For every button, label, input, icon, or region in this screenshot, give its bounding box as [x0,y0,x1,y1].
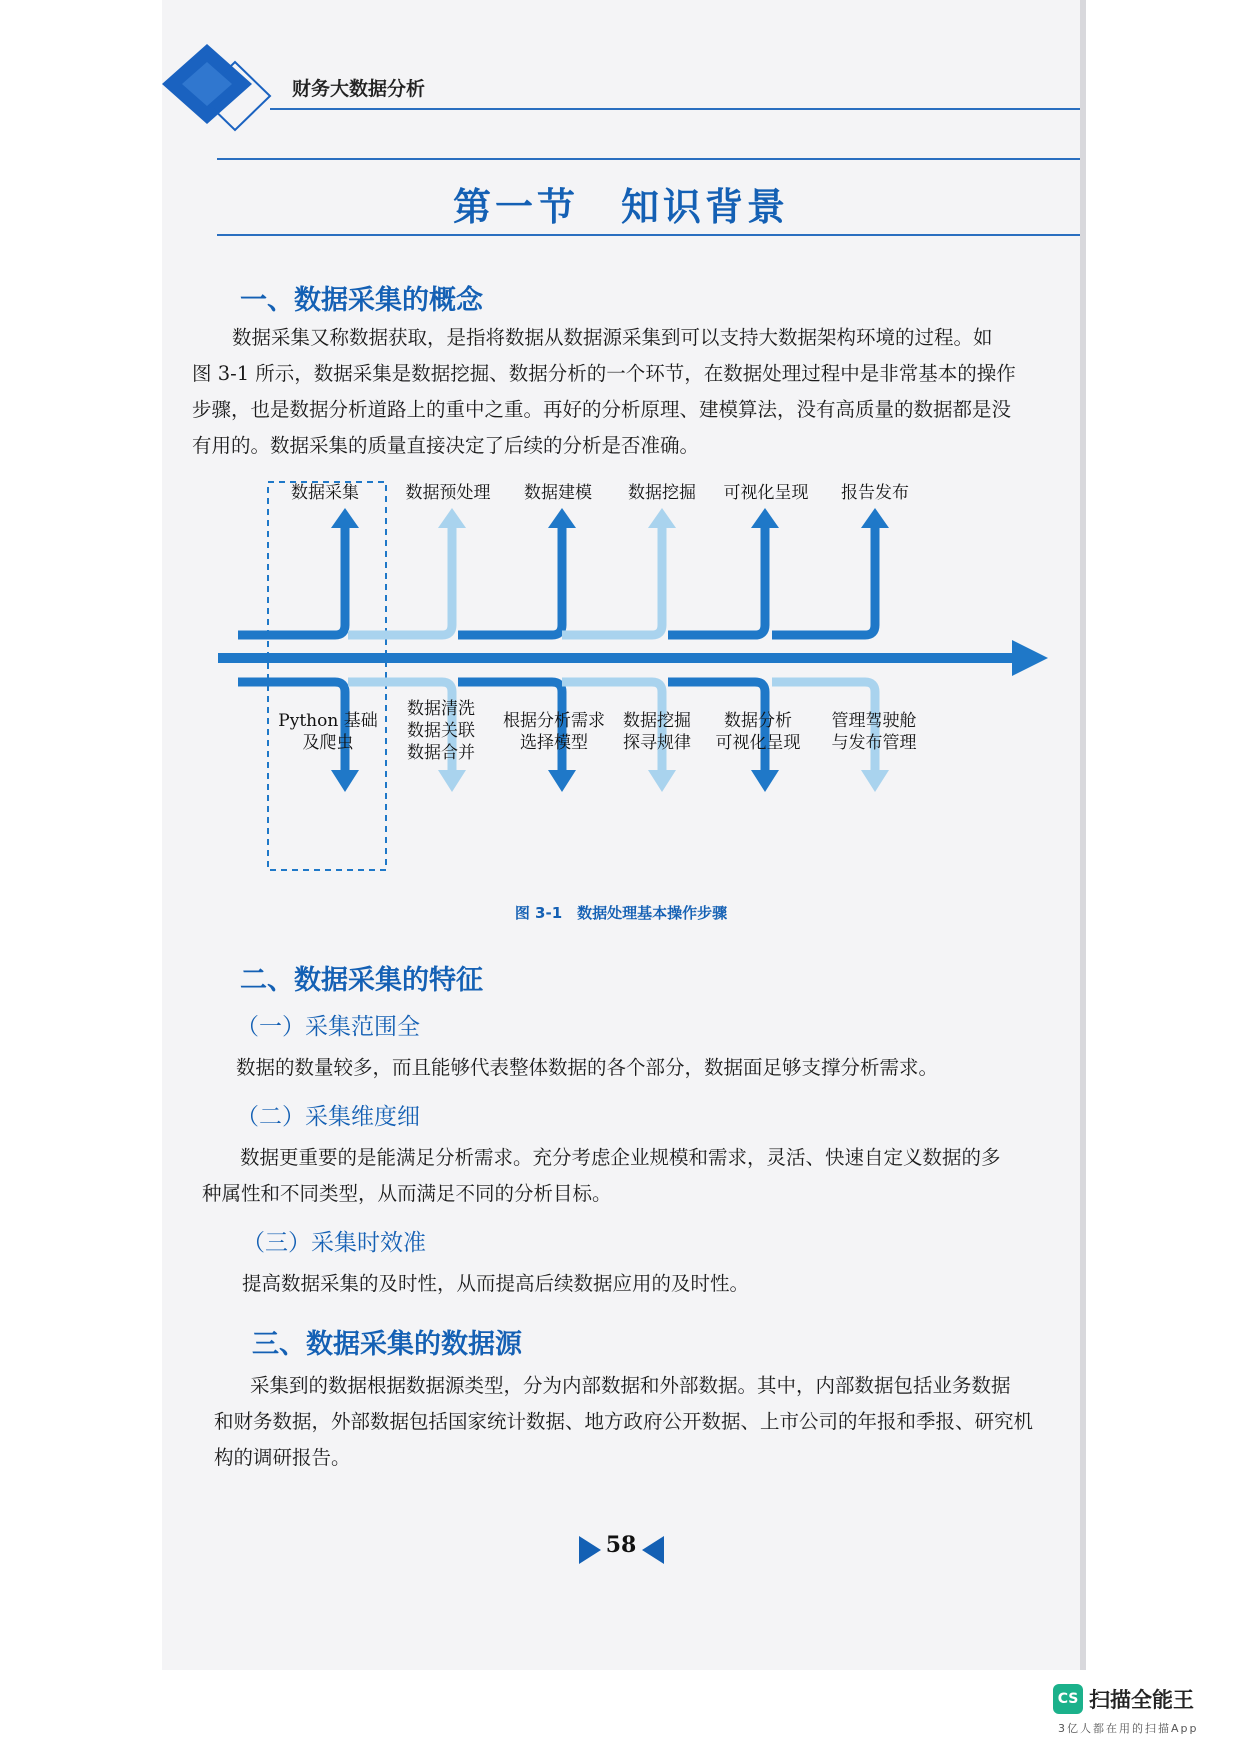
top-branch-2 [348,525,452,635]
sec3-line-2: 和财务数据，外部数据包括国家统计数据、地方政府公开数据、上市公司的年报和季报、研究机 [214,1410,1034,1433]
header-diamond-logo [162,44,272,144]
top-branch-3 [458,525,562,635]
main-timeline-arrowhead [1012,640,1048,676]
bottom-step-label-2: 数据清洗 数据关联 数据合并 [407,699,475,763]
top-branch-1 [238,525,345,635]
highlight-dashed-box [268,482,386,870]
top-branch-5 [668,525,765,635]
bottom-arrowhead-1 [331,770,359,792]
sec1-heading: 一、数据采集的概念 [240,285,483,316]
page-arrow-right-icon [577,1534,603,1566]
bottom-arrowhead-6 [861,770,889,792]
top-step-label-4: 数据挖掘 [628,483,696,503]
section-top-line [217,158,1080,160]
page-number: 58 [605,1532,637,1558]
sec2-sub1-text: 数据的数量较多，而且能够代表整体数据的各个部分，数据面足够支撑分析需求。 [236,1056,939,1079]
page-number-area [162,1532,1080,1572]
process-diagram-svg [162,470,1080,890]
section-bottom-line [217,234,1080,236]
scanner-slogan: 3亿人都在用的扫描App [1058,1722,1199,1735]
bottom-step-label-3: 根据分析需求 选择模型 [503,711,605,753]
sec2-sub3-text: 提高数据采集的及时性，从而提高后续数据应用的及时性。 [242,1272,750,1295]
scanner-logo-icon: CS [1053,1684,1083,1714]
top-arrowhead-4 [648,508,676,528]
sec3-line-3: 构的调研报告。 [214,1446,351,1469]
header-book-title: 财务大数据分析 [292,78,426,100]
top-branch-6 [772,525,875,635]
sec2-sub3-heading: （三）采集时效准 [242,1230,426,1256]
sec3-heading: 三、数据采集的数据源 [252,1329,522,1360]
bottom-arrowhead-2 [438,770,466,792]
top-arrowhead-6 [861,508,889,528]
bottom-arrowhead-5 [751,770,779,792]
top-arrowhead-1 [331,508,359,528]
top-branch-4 [562,525,662,635]
top-arrowhead-2 [438,508,466,528]
main-timeline-bar [218,653,1018,663]
bottom-step-label-1: Python 基础 及爬虫 [278,711,378,753]
sec2-sub2-heading: （二）采集维度细 [236,1104,420,1130]
section-title: 第一节 知识背景 [452,185,789,229]
sec1-line-4: 有用的。数据采集的质量直接决定了后续的分析是否准确。 [192,434,700,457]
sec2-sub2-line-1: 数据更重要的是能满足分析需求。充分考虑企业规模和需求，灵活、快速自定义数据的多 [240,1146,1001,1169]
bottom-step-label-6: 管理驾驶舱 与发布管理 [831,711,917,753]
sec2-heading: 二、数据采集的特征 [240,965,483,996]
sec1-line-2: 图 3-1 所示，数据采集是数据挖掘、数据分析的一个环节，在数据处理过程中是非常基本的操作 [192,362,1016,385]
top-step-label-5: 可视化呈现 [723,483,809,503]
book-page [162,0,1080,1670]
bottom-arrowhead-3 [548,770,576,792]
sec1-line-3: 步骤，也是数据分析道路上的重中之重。再好的分析原理、建模算法，没有高质量的数据都是没 [192,398,1012,421]
top-step-label-3: 数据建模 [524,483,592,503]
sec3-line-1: 采集到的数据根据数据源类型，分为内部数据和外部数据。其中，内部数据包括业务数据 [250,1374,1011,1397]
top-arrowhead-3 [548,508,576,528]
process-diagram [162,470,1080,890]
top-step-label-6: 报告发布 [841,483,909,503]
top-step-label-2: 数据预处理 [405,483,491,503]
sec2-sub2-line-2: 种属性和不同类型，从而满足不同的分析目标。 [202,1182,612,1205]
scanner-name: 扫描全能王 [1089,1688,1194,1712]
figure-caption: 图 3-1 数据处理基本操作步骤 [514,904,728,922]
bottom-step-label-4: 数据挖掘 探寻规律 [623,711,691,753]
top-step-label-1: 数据采集 [291,483,359,503]
scanner-watermark [1053,1680,1213,1740]
sec2-sub1-heading: （一）采集范围全 [236,1014,420,1040]
header-divider [270,108,1080,110]
bottom-step-label-5: 数据分析 可视化呈现 [715,711,801,753]
top-arrowhead-5 [751,508,779,528]
sec1-line-1: 数据采集又称数据获取，是指将数据从数据源采集到可以支持大数据架构环境的过程。如 [232,326,993,349]
page-arrow-left-icon [640,1534,666,1566]
bottom-arrowhead-4 [648,770,676,792]
